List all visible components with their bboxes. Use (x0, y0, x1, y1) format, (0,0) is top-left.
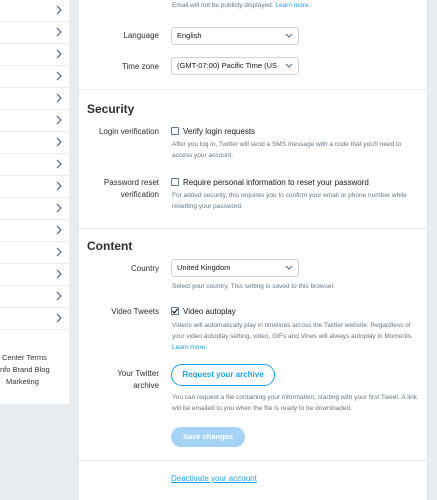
language-label: Language (123, 31, 159, 40)
archive-label-line-2: archive (133, 381, 159, 390)
video-autoplay-checkbox-label: Video autoplay (183, 307, 236, 316)
country-select[interactable] (171, 259, 299, 277)
chevron-right-icon (54, 48, 64, 60)
email-learn-more-link[interactable]: Learn more. (275, 2, 311, 9)
timezone-select-value: (GMT-07:00) Pacific Time (US (177, 61, 278, 70)
sidebar-nav-item[interactable] (0, 44, 70, 66)
settings-sidebar (0, 0, 70, 404)
archive-label-line-1: Your Twitter (117, 369, 159, 378)
verify-login-checkbox[interactable] (171, 126, 255, 137)
chevron-right-icon (54, 312, 64, 324)
language-select-value: English (177, 31, 202, 40)
password-reset-checkbox[interactable] (171, 177, 369, 188)
sidebar-nav-item[interactable] (0, 308, 70, 330)
content-section-title: Content (87, 239, 133, 253)
chevron-right-icon (54, 136, 64, 148)
verify-login-checkbox-label: Verify login requests (183, 127, 256, 136)
video-autoplay-hint-text: Videos will automatically play in timelines across the Twitter website. Regardless of your video autoplay setting, video, GIFs and Vines will always autoplay in Moments. (172, 322, 413, 340)
settings-panel (78, 0, 428, 500)
password-reset-label (79, 177, 159, 201)
chevron-right-icon (54, 92, 64, 104)
footer-links-row-1[interactable]: Center Terms (2, 353, 47, 362)
chevron-right-icon (54, 224, 64, 236)
video-tweets-label: Video Tweets (111, 307, 159, 316)
sidebar-nav-item[interactable] (0, 264, 70, 286)
chevron-right-icon (54, 26, 64, 38)
sidebar-nav-item[interactable] (0, 22, 70, 44)
sidebar-nav-item[interactable] (0, 220, 70, 242)
section-divider (79, 89, 429, 90)
country-hint: Select your country. This setting is saved to this browser. (172, 283, 336, 290)
chevron-right-icon (54, 4, 64, 16)
video-autoplay-hint (172, 320, 422, 353)
sidebar-nav-item[interactable] (0, 154, 70, 176)
chevron-right-icon (54, 246, 64, 258)
archive-hint: You can request a file containing your information, starting with your first Tweet. A link will be emailed to you when the file is ready to be downloaded. (172, 394, 417, 412)
chevron-right-icon (54, 114, 64, 126)
password-reset-checkbox-label: Require personal information to reset your password (183, 178, 369, 187)
sidebar-nav-item[interactable] (0, 110, 70, 132)
checkbox-icon[interactable] (171, 127, 179, 135)
footer-links-row-3[interactable]: Marketing (6, 377, 39, 386)
checkbox-checked-icon[interactable] (171, 307, 179, 315)
country-label: Country (130, 264, 159, 273)
chevron-down-icon (285, 265, 293, 271)
sidebar-nav-item[interactable] (0, 132, 70, 154)
video-autoplay-checkbox[interactable] (171, 306, 236, 317)
sidebar-nav-item[interactable] (0, 242, 70, 264)
email-hint (172, 0, 422, 11)
chevron-down-icon (285, 63, 293, 69)
sidebar-nav-item[interactable] (0, 198, 70, 220)
sidebar-nav-item[interactable] (0, 176, 70, 198)
chevron-right-icon (54, 70, 64, 82)
archive-label (79, 368, 159, 392)
video-learn-more-link[interactable]: Learn more. (172, 344, 208, 351)
sidebar-nav-item[interactable] (0, 286, 70, 308)
chevron-right-icon (54, 268, 64, 280)
chevron-right-icon (54, 158, 64, 170)
chevron-right-icon (54, 202, 64, 214)
password-reset-label-line-2: verification (120, 190, 159, 199)
section-divider (79, 460, 429, 461)
chevron-right-icon (54, 180, 64, 192)
sidebar-nav-item[interactable] (0, 66, 70, 88)
chevron-right-icon (54, 290, 64, 302)
request-archive-button[interactable]: Request your archive (171, 364, 275, 386)
section-divider (79, 228, 429, 229)
checkbox-icon[interactable] (171, 178, 179, 186)
email-hint-text: Email will not be publicly displayed. (172, 2, 274, 9)
sidebar-nav-item[interactable] (0, 0, 70, 22)
sidebar-nav-item[interactable] (0, 88, 70, 110)
footer-links-row-2[interactable]: nfo Brand Blog (0, 365, 50, 374)
save-changes-button[interactable]: Save changes (171, 427, 245, 447)
chevron-down-icon (285, 33, 293, 39)
password-reset-label-line-1: Password reset (103, 178, 159, 187)
deactivate-account-link[interactable]: Deactivate your account (171, 474, 257, 483)
login-verification-hint: After you log in, Twitter will send a SMS message with a code that you'll need to access your account. (172, 141, 402, 159)
language-select[interactable] (171, 27, 299, 45)
security-section-title: Security (87, 102, 135, 116)
password-reset-hint: For added security, this requires you to confirm your email or phone number while resetting your password. (172, 192, 407, 210)
login-verification-label: Login verification (98, 127, 159, 136)
country-select-value: United Kingdom (177, 263, 231, 272)
timezone-label: Time zone (121, 62, 159, 71)
timezone-select[interactable] (171, 57, 299, 75)
